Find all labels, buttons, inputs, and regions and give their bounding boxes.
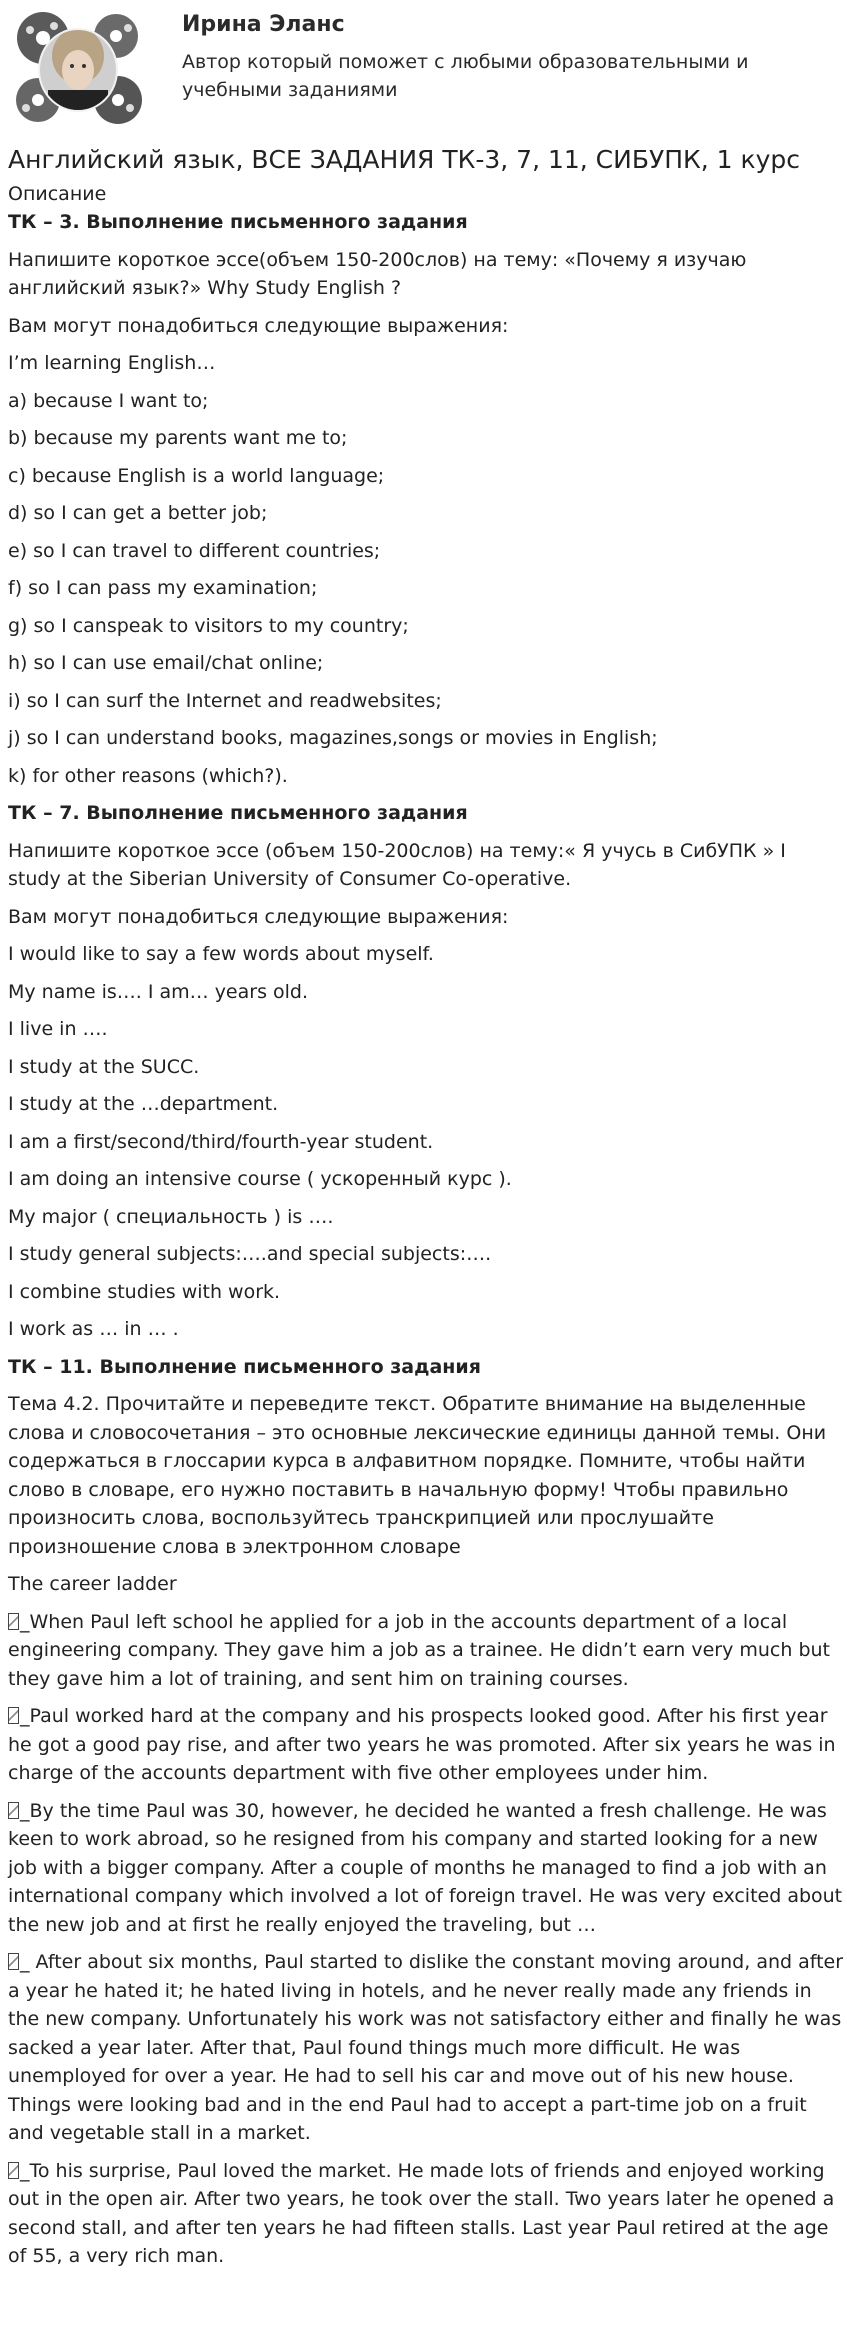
block-text: k) for other reasons (which?). (8, 764, 288, 787)
missing-glyph-icon (8, 1707, 19, 1724)
block-text: I’m learning English… (8, 352, 216, 374)
text-line (8, 1315, 844, 1344)
text-line (8, 1203, 844, 1232)
text-line (8, 1390, 844, 1561)
section-heading (8, 208, 844, 237)
text-line (8, 940, 844, 969)
block-text: Вам могут понадобиться следующие выражения: (8, 314, 509, 337)
block-text: The career ladder (8, 1573, 177, 1595)
block-text: _By the time Paul was 30, however, he decided he wanted a fresh challenge. He was keen to work abroad, so he resigned from his company and started looking for a new job with a bigger company. After a couple of months he managed to find a job with an international company which involved a lot of foreign travel. He was very excited about the new job and at first he really enjoyed the traveling, but … (8, 1799, 843, 1936)
document-content (8, 142, 844, 2280)
block-text: e) so I can travel to different countries; (8, 539, 381, 562)
block-text: I would like to say a few words about myself. (8, 943, 434, 965)
text-line (8, 1278, 844, 1307)
text-line (8, 246, 844, 303)
block-text: h) so I can use email/chat online; (8, 652, 324, 674)
block-text: I live in …. (8, 1018, 108, 1040)
text-line (8, 903, 844, 932)
block-text: j) so I can understand books, magazines,songs or movies in English; (8, 727, 658, 749)
block-text: _ After about six months, Paul started to dislike the constant moving around, and after a year he hated it; he hated living in hotels, and he never really made any friends in the new company. Unfortunately his work was not satisfactory either and finally he was sacked a year later. After that, Paul found things much more difficult. He was unemployed for over a year. He had to sell his car and move out of his new house. Things were looking bad and in the end Paul had to accept a part-time job on a fruit and vegetable stall in a market. (8, 1951, 844, 2144)
block-text: My name is…. I am… years old. (8, 980, 309, 1003)
block-text: I study general subjects:….and special subjects:…. (8, 1243, 492, 1265)
block-text: g) so I canspeak to visitors to my country; (8, 614, 409, 637)
section-heading (8, 799, 844, 828)
text-line (8, 1128, 844, 1157)
missing-glyph-icon (8, 2162, 19, 2179)
text-line (8, 724, 844, 753)
block-text: Вам могут понадобиться следующие выражения: (8, 905, 509, 928)
text-line (8, 312, 844, 341)
block-text: I am a first/second/third/fourth-year student. (8, 1130, 434, 1153)
missing-glyph-icon (8, 1802, 19, 1819)
block-text: _When Paul left school he applied for a job in the accounts department of a local engineering company. They gave him a job as a trainee. He didn’t earn very much but they gave him a lot of training, and sent him on training courses. (8, 1610, 831, 1690)
block-text: ТК – 11. Выполнение письменного задания (8, 1355, 481, 1378)
document-title: Английский язык, ВСЕ ЗАДАНИЯ ТК-3, 7, 11, СИБУПК, 1 курс (8, 145, 801, 174)
author-description: Автор который поможет с любыми образовательными и учебными заданиями (182, 51, 749, 101)
block-text: Напишите короткое эссе (объем 150-200слов) на тему:« Я учусь в СибУПК » I study at the Siberian University of Consumer Co-operative. (8, 839, 786, 890)
text-line (8, 537, 844, 566)
text-line (8, 462, 844, 491)
story-paragraph (8, 1948, 844, 2148)
text-line (8, 612, 844, 641)
block-text: _To his surprise, Paul loved the market. He made lots of friends and enjoyed working out in the open air. After two years, he took over the stall. Two years later he opened a second stall, and after ten years he had fifteen stalls. Last year Paul retired at the age of 55, a very rich man. (8, 2159, 835, 2267)
text-line (8, 837, 844, 894)
story-paragraph (8, 1702, 844, 1788)
text-line (8, 762, 844, 791)
text-line (8, 1053, 844, 1082)
block-text: a) because I want to; (8, 389, 209, 412)
block-text: Напишите короткое эссе(объем 150-200слов) на тему: «Почему я изучаю английский язык?» Why Study English ? (8, 248, 747, 299)
story-paragraph (8, 2157, 844, 2271)
description-label: Описание (8, 183, 107, 205)
block-text: d) so I can get a better job; (8, 502, 268, 524)
text-line (8, 1090, 844, 1119)
text-line (8, 1015, 844, 1044)
avatar-film-reel-frame (8, 8, 148, 128)
block-text: I study at the SUCC. (8, 1055, 200, 1078)
block-text: c) because English is a world language; (8, 464, 385, 487)
block-text: Тема 4.2. Прочитайте и переведите текст. Обратите внимание на выделенные слова и словосочетания – это основные лексические единицы данной темы. Они содержаться в глоссарии курса в алфавитном порядке. Помните, чтобы найти слово в словаре, его нужно поставить в начальную форму! Чтобы правильно произносить слова, воспользуйтесь транскрипцией или прослушайте произношение слова в электронном словаре (8, 1393, 827, 1558)
text-line (8, 1165, 844, 1194)
block-text: f) so I can pass my examination; (8, 577, 318, 599)
text-line (8, 687, 844, 716)
text-line (8, 1240, 844, 1269)
author-avatar[interactable] (8, 8, 148, 128)
missing-glyph-icon (8, 1613, 19, 1630)
missing-glyph-icon (8, 1953, 19, 1970)
document-body (8, 208, 844, 2271)
author-name[interactable]: Ирина Эланс (182, 12, 345, 37)
text-line (8, 978, 844, 1007)
text-line (8, 649, 844, 678)
block-text: I am doing an intensive course ( ускоренный курс ). (8, 1168, 512, 1190)
text-line (8, 1570, 844, 1599)
story-paragraph (8, 1797, 844, 1940)
block-text: ТК – 3. Выполнение письменного задания (8, 211, 468, 233)
text-line (8, 424, 844, 453)
text-line (8, 387, 844, 416)
block-text: I work as … in … . (8, 1318, 179, 1340)
section-heading (8, 1353, 844, 1382)
block-text: b) because my parents want me to; (8, 427, 348, 449)
block-text: ТК – 7. Выполнение письменного задания (8, 802, 468, 824)
block-text: I combine studies with work. (8, 1280, 281, 1303)
block-text: _Paul worked hard at the company and his prospects looked good. After his first year he got a good pay rise, and after two years he was promoted. After six years he was in charge of the accounts department with five other employees under him. (8, 1705, 836, 1784)
text-line (8, 349, 844, 378)
author-card (0, 0, 847, 135)
block-text: i) so I can surf the Internet and readwebsites; (8, 689, 442, 712)
story-paragraph (8, 1608, 844, 1694)
block-text: My major ( специальность ) is …. (8, 1205, 334, 1228)
block-text: I study at the …department. (8, 1093, 279, 1115)
text-line (8, 499, 844, 528)
text-line (8, 574, 844, 603)
